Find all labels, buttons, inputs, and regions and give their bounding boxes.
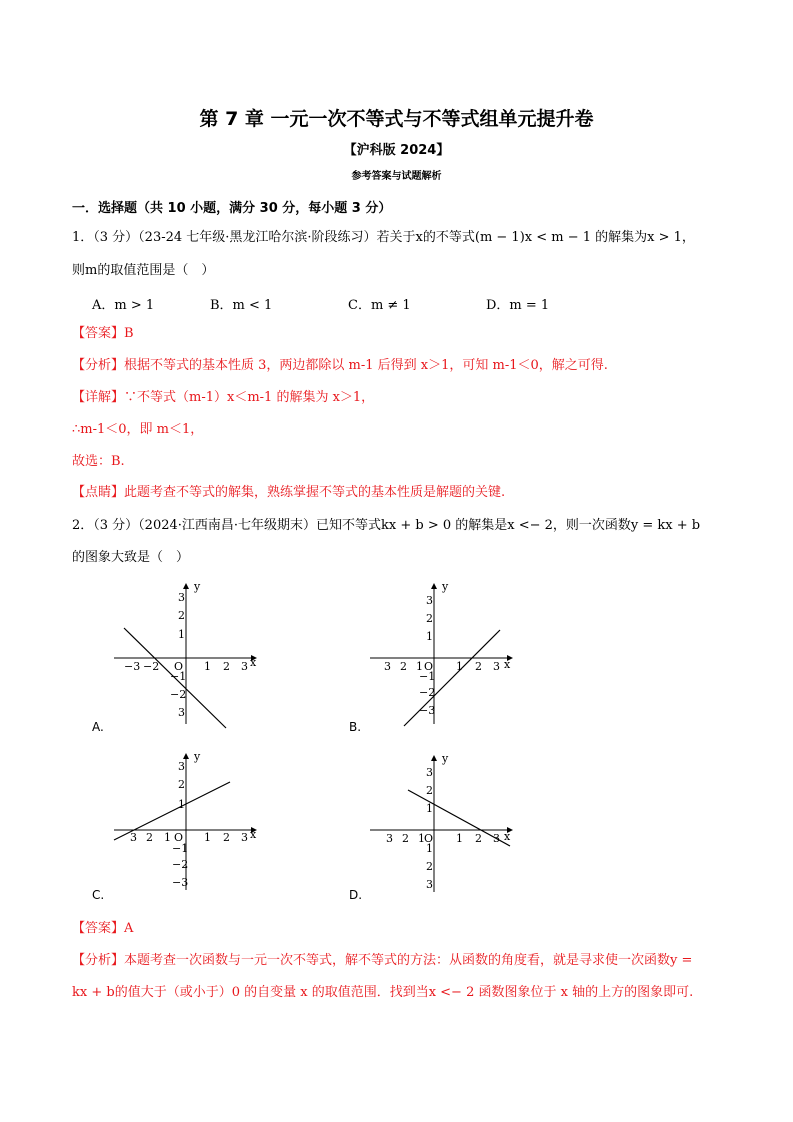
origin-label: O bbox=[174, 660, 184, 673]
q1-option-c: C．m ≠ 1 bbox=[348, 298, 411, 313]
tick-x: 1 bbox=[204, 831, 211, 844]
x-axis-label: x bbox=[504, 830, 511, 843]
graph-a bbox=[108, 578, 268, 730]
tick-y: 3 bbox=[178, 760, 185, 773]
tick-y: 1 bbox=[426, 630, 433, 643]
graph-a-label: A. bbox=[92, 720, 104, 734]
tick-x: 2 bbox=[402, 832, 409, 845]
tick-x: 1 bbox=[164, 831, 171, 844]
q1-detail-1: 【详解】∵不等式（m-1）x＜m-1 的解集为 x＞1， bbox=[72, 390, 375, 405]
tick-y: −2 bbox=[419, 686, 436, 699]
q2-answer: 【答案】A bbox=[72, 921, 134, 936]
graph-b bbox=[364, 578, 524, 730]
tick-y: −1 bbox=[172, 842, 189, 855]
tick-y: 2 bbox=[178, 778, 185, 791]
q1-comment: 【点睛】此题考查不等式的解集，熟练掌握不等式的基本性质是解题的关键. bbox=[72, 485, 506, 500]
tick-y: −2 bbox=[172, 858, 189, 871]
tick-x: 2 bbox=[400, 660, 407, 673]
tick-y: 3 bbox=[426, 878, 433, 891]
origin-label: O bbox=[424, 832, 434, 845]
tick-x: 2 bbox=[146, 831, 153, 844]
q1-stem-line1: 1．（3 分）（23-24 七年级·黑龙江哈尔滨·阶段练习）若关于x的不等式(m − 1)x < m − 1 的解集为x > 1， bbox=[72, 230, 695, 245]
origin-label: O bbox=[174, 831, 184, 844]
tick-y: 3 bbox=[426, 766, 433, 779]
tick-x: 3 bbox=[130, 831, 137, 844]
q2-stem-line1: 2．（3 分）（2024·江西南昌·七年级期末）已知不等式kx + b > 0 的解集是x <− 2，则一次函数y = kx + b bbox=[72, 518, 701, 533]
x-axis-label: x bbox=[250, 656, 257, 669]
tick-x: 2 bbox=[475, 832, 482, 845]
edition-label: 【沪科版 2024】 bbox=[343, 143, 450, 158]
tick-x: 2 bbox=[223, 831, 230, 844]
tick-x: 3 bbox=[493, 832, 500, 845]
q1-answer: 【答案】B bbox=[72, 326, 134, 341]
tick-x: 3 bbox=[241, 831, 248, 844]
tick-x: 3 bbox=[384, 660, 391, 673]
graph-d-label: D. bbox=[349, 888, 363, 902]
tick-y: 2 bbox=[426, 784, 433, 797]
section-heading: 一．选择题（共 10 小题，满分 30 分，每小题 3 分） bbox=[72, 201, 392, 216]
tick-y: −2 bbox=[170, 688, 187, 701]
tick-x: 1 bbox=[418, 832, 425, 845]
tick-y: 1 bbox=[426, 802, 433, 815]
tick-y: 2 bbox=[426, 860, 433, 873]
tick-y: 1 bbox=[178, 798, 185, 811]
tick-x: 2 bbox=[475, 660, 482, 673]
tick-y: 3 bbox=[178, 706, 185, 719]
tick-y: 3 bbox=[426, 594, 433, 607]
q1-option-b: B．m < 1 bbox=[210, 298, 273, 313]
q2-stem-line2: 的图象大致是（ ） bbox=[72, 550, 190, 565]
tick-y: −3 bbox=[419, 704, 436, 717]
tick-x: 3 bbox=[493, 660, 500, 673]
q2-analysis-2: kx + b的值大于（或小于）0 的自变量 x 的取值范围．找到当x <− 2 函数图象位于 x 轴的上方的图象即可. bbox=[72, 985, 694, 1000]
y-axis-label: y bbox=[194, 580, 201, 593]
graph-b-label: B. bbox=[349, 720, 362, 734]
q1-detail-2: ∴m-1＜0，即 m＜1， bbox=[72, 422, 204, 437]
y-axis-label: y bbox=[194, 750, 201, 763]
page-title: 第 7 章 一元一次不等式与不等式组单元提升卷 bbox=[199, 108, 594, 130]
origin-label: O bbox=[424, 660, 434, 673]
q2-analysis-1: 【分析】本题考查一次函数与一元一次不等式，解不等式的方法：从函数的角度看，就是寻求使一次函数y = bbox=[72, 953, 693, 968]
tick-y: 1 bbox=[178, 628, 185, 641]
tick-y: −1 bbox=[419, 670, 436, 683]
tick-x: 1 bbox=[456, 832, 463, 845]
q1-option-a: A．m > 1 bbox=[92, 298, 155, 313]
y-axis-label: y bbox=[442, 752, 449, 765]
q1-option-d: D．m = 1 bbox=[486, 298, 550, 313]
q1-analysis: 【分析】根据不等式的基本性质 3，两边都除以 m-1 后得到 x＞1，可知 m-1＜0，解之可得. bbox=[72, 358, 608, 373]
tick-x: −2 bbox=[143, 660, 160, 673]
tick-x: −3 bbox=[124, 660, 141, 673]
tick-y: −3 bbox=[172, 876, 189, 889]
tick-y: 2 bbox=[178, 609, 185, 622]
q1-stem-line2: 则m的取值范围是（ ） bbox=[72, 263, 215, 278]
x-axis-label: x bbox=[504, 658, 511, 671]
y-axis-label: y bbox=[442, 580, 449, 593]
tick-x: 3 bbox=[241, 660, 248, 673]
q1-detail-3: 故选：B. bbox=[72, 454, 125, 469]
x-axis-label: x bbox=[250, 828, 257, 841]
graph-c bbox=[108, 748, 268, 896]
tick-y: 1 bbox=[426, 842, 433, 855]
page-subtitle: 参考答案与试题解析 bbox=[351, 171, 442, 182]
tick-y: 2 bbox=[426, 612, 433, 625]
tick-y: 3 bbox=[178, 591, 185, 604]
tick-x: 2 bbox=[223, 660, 230, 673]
graph-d bbox=[364, 750, 524, 896]
tick-x: 3 bbox=[386, 832, 393, 845]
tick-x: 1 bbox=[456, 660, 463, 673]
tick-y: −1 bbox=[170, 670, 187, 683]
tick-x: 1 bbox=[204, 660, 211, 673]
tick-x: 1 bbox=[416, 660, 423, 673]
graph-c-label: C. bbox=[92, 888, 105, 902]
